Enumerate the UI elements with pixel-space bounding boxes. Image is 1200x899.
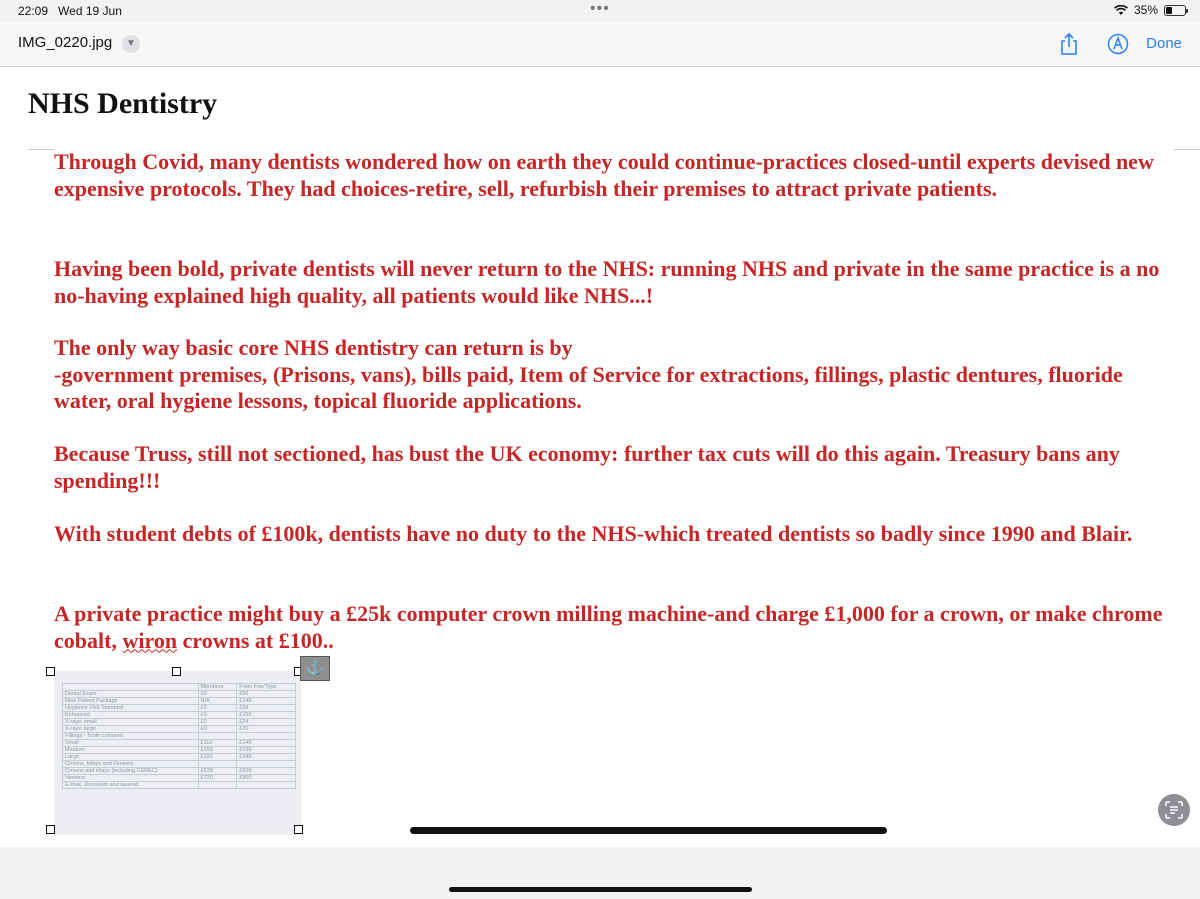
- price-table-cell: Crowns and inlays (including CEREC): [63, 768, 199, 775]
- markup-icon: [1107, 33, 1129, 55]
- resize-handle-top-middle[interactable]: [172, 667, 181, 676]
- price-table-row: [63, 691, 296, 698]
- price-table-cell: £240: [237, 754, 296, 761]
- paragraph-crown-milling: [54, 601, 1184, 654]
- document-image: [0, 67, 1200, 847]
- price-table-cell: X-rays: large: [63, 726, 199, 733]
- resize-handle-bottom-left[interactable]: [46, 825, 55, 834]
- price-table-cell: £140: [237, 740, 296, 747]
- file-name: IMG_0220.jpg: [18, 34, 113, 51]
- price-table-row: [63, 761, 296, 768]
- price-table-cell: [237, 761, 296, 768]
- price-table-row: [63, 768, 296, 775]
- price-table-cell: £0: [198, 691, 237, 698]
- wifi-icon: [1114, 5, 1128, 16]
- price-table-cell: From Fee/Type: [237, 684, 296, 691]
- price-table-cell: [198, 782, 237, 789]
- paragraph-crown-milling-text: A private practice might buy a £25k computer crown milling machine-and charge £1,000 for a crown, or make chrome cobalt,: [54, 601, 1163, 653]
- paragraph-private: Having been bold, private dentists will never return to the NHS: running NHS and private in the same practice is a no no-having explained high quality, all patients would like NHS...!: [54, 256, 1160, 308]
- battery-icon: [1164, 5, 1186, 16]
- status-right: [1114, 3, 1186, 17]
- live-text-icon: [1165, 801, 1183, 819]
- price-table-cell: N/A: [198, 698, 237, 705]
- paragraph-core-nhs-list: -government premises, (Prisons, vans), bills paid, Item of Service for extractions, fillings, plastic dentures, fluoride water, oral hygiene lessons, topical fluoride applications.: [54, 361, 1123, 413]
- paragraph-crown-milling-end: crowns at £100..: [177, 627, 334, 653]
- price-table-cell: £192: [198, 754, 237, 761]
- price-table-cell: Veneers: [63, 775, 199, 782]
- price-table-cell: £140: [237, 698, 296, 705]
- price-table-row: [63, 754, 296, 761]
- paragraph-truss: Because Truss, still not sectioned, has bust the UK economy: further tax cuts will do this again. Treasury bans any spending!!!: [54, 441, 1120, 493]
- price-table-cell: £0: [198, 726, 237, 733]
- price-table-cell: Medium: [63, 747, 199, 754]
- price-table-cell: New Patient Package: [63, 698, 199, 705]
- paragraph-covid: Through Covid, many dentists wondered how on earth they could continue-practices closed-until experts devised new expensive protocols. They had choices-retire, sell, refurbish their premises to attract private patients.: [54, 149, 1154, 201]
- price-table-cell: Hygienist Visit Standard: [63, 705, 199, 712]
- price-table-cell: £0: [198, 705, 237, 712]
- done-button[interactable]: Done: [1146, 35, 1182, 52]
- price-table-cell: £102: [237, 712, 296, 719]
- price-table-cell: [63, 684, 199, 691]
- price-table-row: [63, 712, 296, 719]
- multitasking-dots[interactable]: •••: [590, 0, 610, 17]
- status-bar: [0, 0, 1200, 22]
- status-time: 22:09 Wed 19 Jun: [18, 4, 122, 18]
- markup-button[interactable]: [1106, 30, 1130, 58]
- price-table-row: [63, 782, 296, 789]
- price-table-body: [63, 684, 296, 789]
- price-table-header: [63, 684, 296, 691]
- price-table-cell: Large: [63, 754, 199, 761]
- paragraph-student-debts: With student debts of £100k, dentists have no duty to the NHS-which treated dentists so badly since 1990 and Blair.: [54, 521, 1133, 546]
- price-table-cell: Crowns, Inlays and Veneers: [63, 761, 199, 768]
- price-table-cell: [237, 782, 296, 789]
- price-table-cell: £0: [198, 712, 237, 719]
- chevron-down-icon[interactable]: ▼: [122, 35, 140, 53]
- price-table-cell: £0: [198, 719, 237, 726]
- price-table-row: [63, 740, 296, 747]
- price-table-cell: Fillings - Tooth coloured: [63, 733, 199, 740]
- share-button[interactable]: [1058, 30, 1080, 58]
- misspelled-word: wiron: [122, 627, 178, 653]
- paragraph-core-nhs: [54, 335, 1184, 415]
- paragraph-core-nhs-intro: The only way basic core NHS dentistry can return is by: [54, 335, 573, 360]
- price-table-row: [63, 726, 296, 733]
- live-text-button[interactable]: [1158, 794, 1190, 826]
- price-list-image: [54, 671, 301, 835]
- price-table-cell: [198, 733, 237, 740]
- price-table-cell: [237, 733, 296, 740]
- page-edge-left: [28, 149, 54, 150]
- anchor-icon[interactable]: ⚓: [300, 656, 330, 681]
- price-table-cell: E-max, Zirconium and layered: [63, 782, 199, 789]
- price-table-cell: Members: [198, 684, 237, 691]
- scroll-indicator[interactable]: [410, 827, 887, 834]
- home-indicator[interactable]: [449, 887, 752, 892]
- price-table-cell: Enhanced: [63, 712, 199, 719]
- price-table-row: [63, 747, 296, 754]
- price-table-cell: £58: [237, 705, 296, 712]
- price-table-cell: £112: [198, 740, 237, 747]
- price-table-row: [63, 775, 296, 782]
- price-table-cell: £196: [237, 747, 296, 754]
- resize-handle-top-left[interactable]: [46, 667, 55, 676]
- price-table-cell: £158: [198, 747, 237, 754]
- price-table-row: [63, 733, 296, 740]
- price-table-cell: £720: [198, 775, 237, 782]
- price-table-row: [63, 698, 296, 705]
- price-table-row: [63, 705, 296, 712]
- price-table-row: [63, 719, 296, 726]
- price-table-cell: £24: [237, 719, 296, 726]
- price-table-cell: £600: [237, 768, 296, 775]
- price-table-cell: £56: [237, 691, 296, 698]
- price-table-cell: £70: [237, 726, 296, 733]
- price-table-cell: [198, 761, 237, 768]
- page-title: NHS Dentistry: [28, 87, 218, 120]
- price-table-cell: £900: [237, 775, 296, 782]
- price-table-cell: Small: [63, 740, 199, 747]
- battery-fill: [1166, 7, 1172, 14]
- resize-handle-bottom-right[interactable]: [294, 825, 303, 834]
- battery-percent: 35%: [1133, 3, 1158, 17]
- price-table-cell: £528: [198, 768, 237, 775]
- price-table-cell: X-rays: small: [63, 719, 199, 726]
- price-table: [62, 683, 296, 789]
- share-icon: [1059, 32, 1079, 56]
- nav-bar: [0, 22, 1200, 67]
- price-table-cell: Dental Exam: [63, 691, 199, 698]
